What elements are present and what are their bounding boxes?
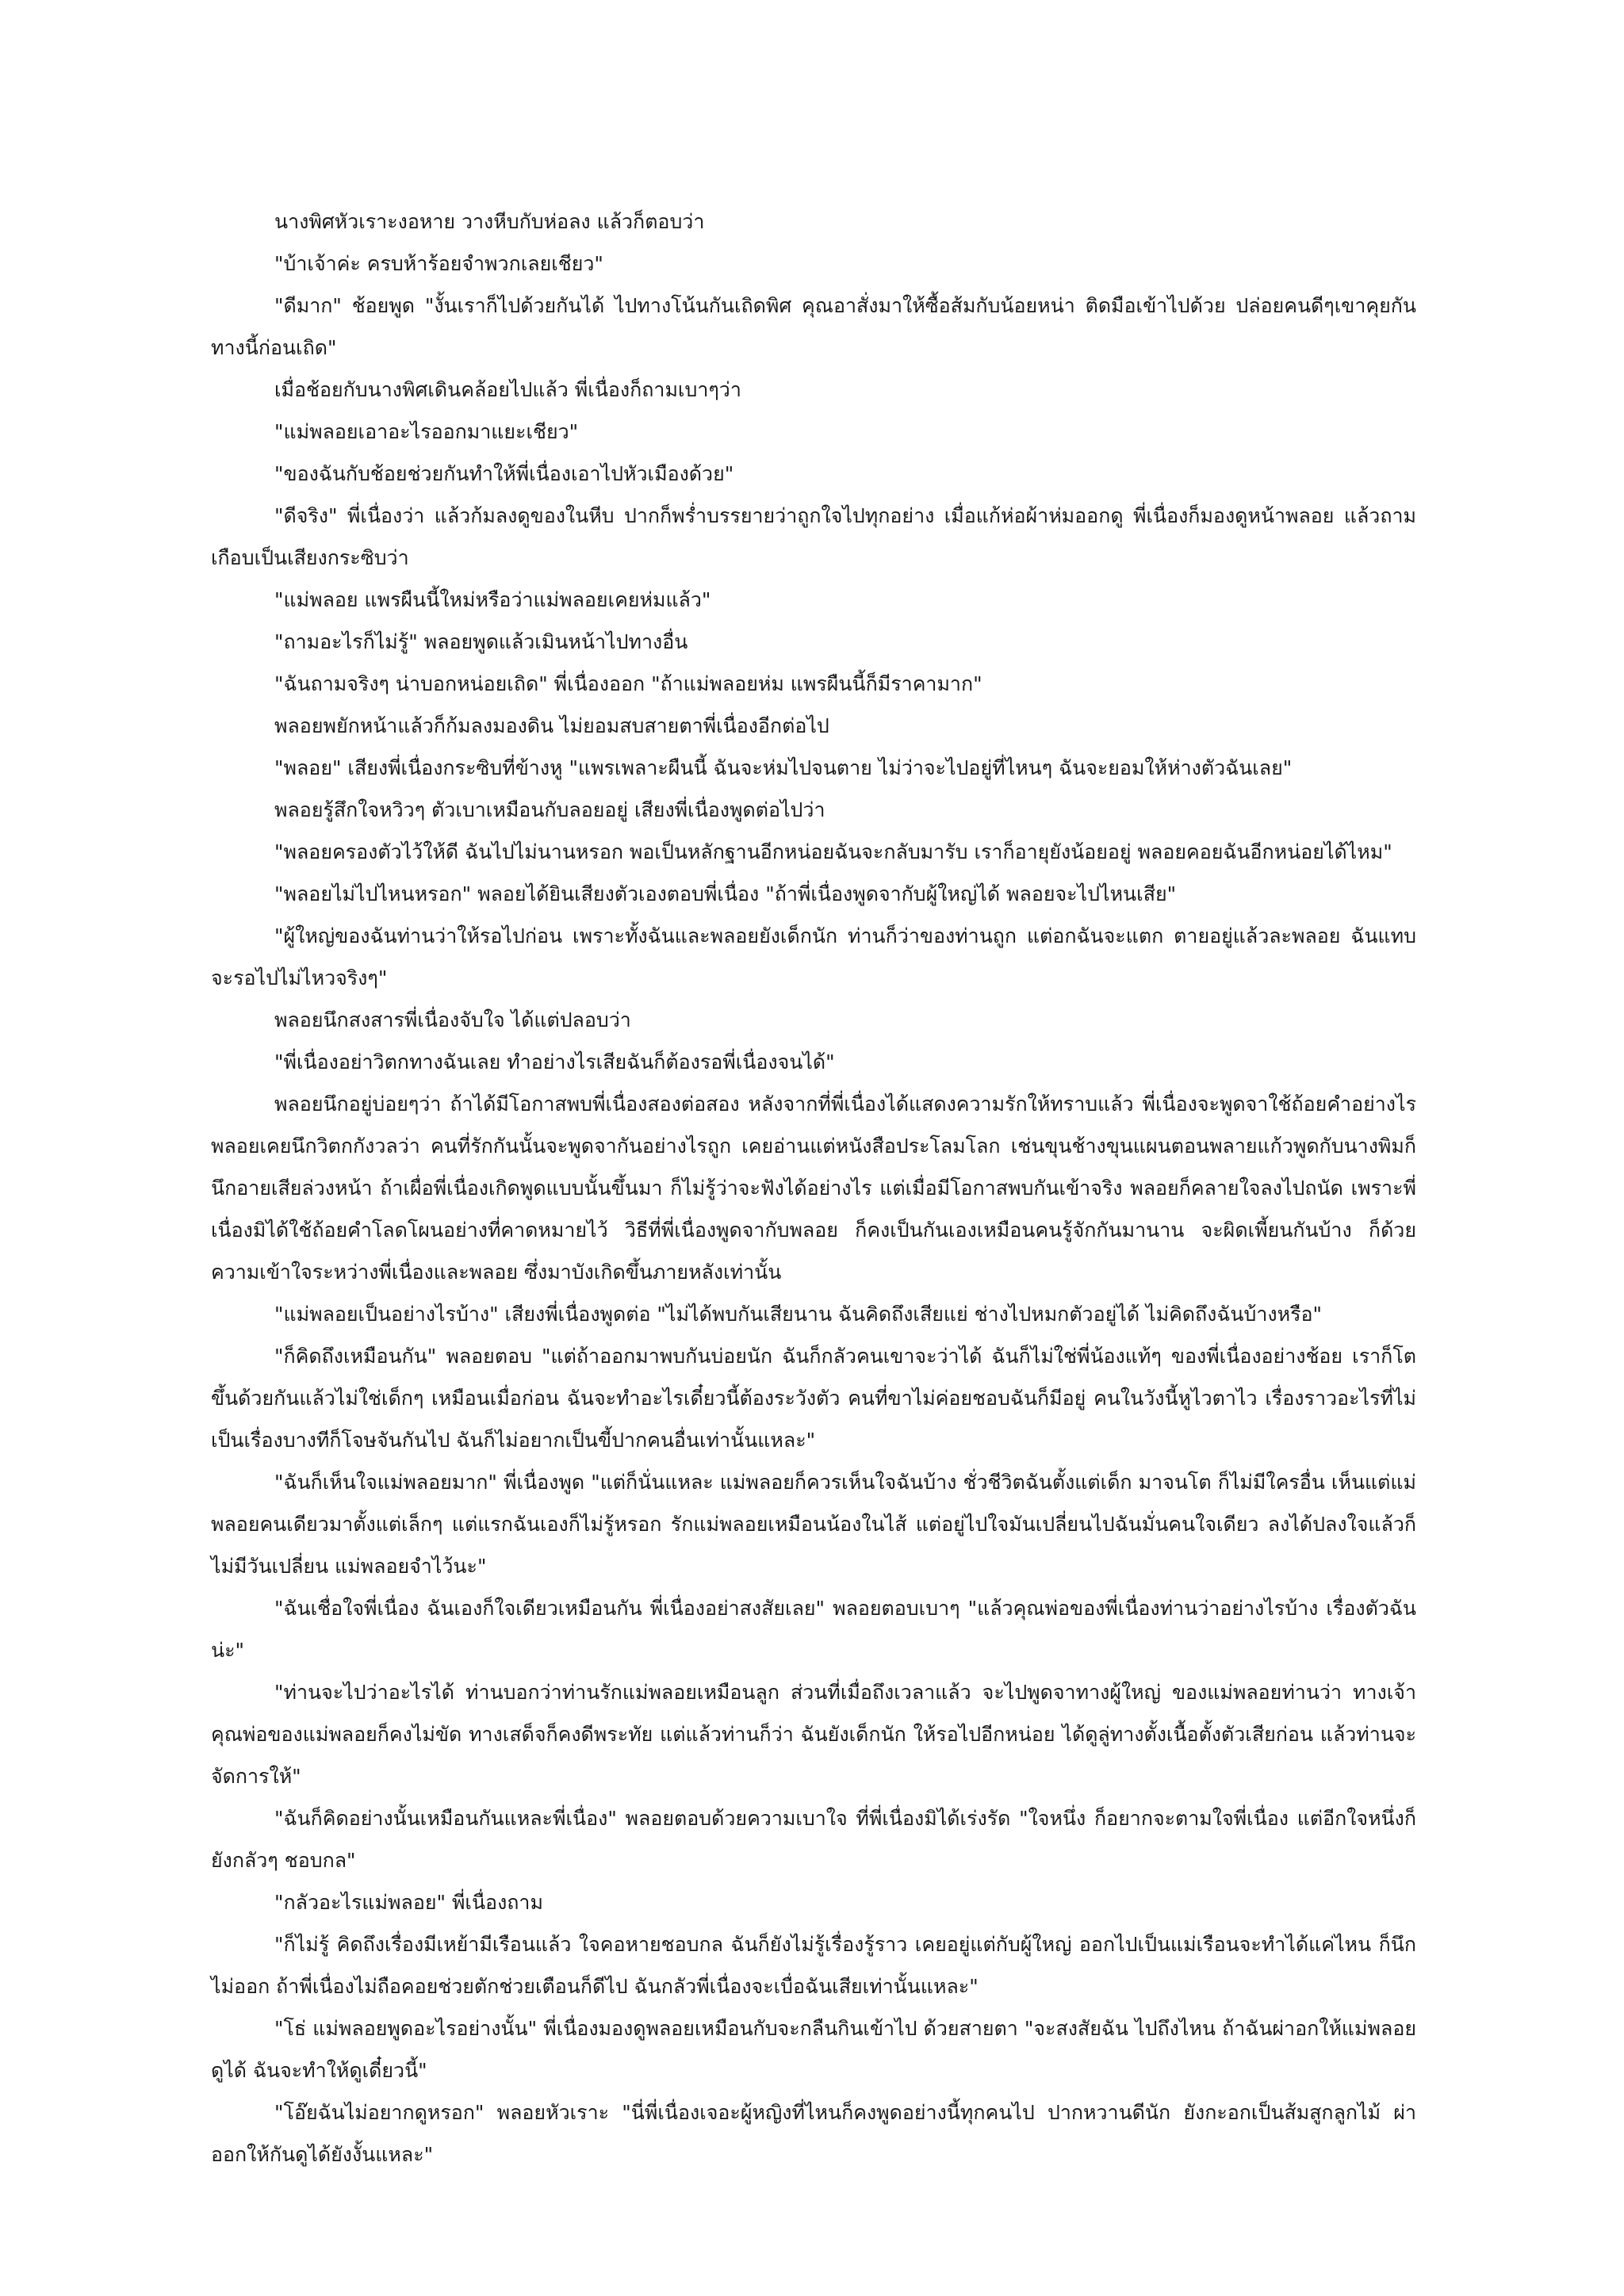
paragraph: พลอยพยักหน้าแล้วก็ก้มลงมองดิน ไม่ยอมสบสายตาพี่เนื่องอีกต่อไป (274, 714, 829, 737)
paragraph: "ของฉันกับช้อยช่วยกันทำให้พี่เนื่องเอาไปหัวเมืองด้วย" (274, 462, 734, 485)
paragraph: "โธ่ แม่พลอยพูดอะไรอย่างนั้น" พี่เนื่องมองดูพลอยเหมือนกับจะกลืนกินเข้าไป ด้วยสายตา "จะสงสัยฉัน ไปถึงไหน ถ้าฉันผ่าอกให้แม่พลอยดูได้ ฉันจะทำให้ดูเดี๋ยวนี้" (211, 2017, 1416, 2082)
paragraph: "ท่านจะไปว่าอะไรได้ ท่านบอกว่าท่านรักแม่พลอยเหมือนลูก ส่วนที่เมื่อถึงเวลาแล้ว จะไปพูดจาทางผู้ใหญ่ ของแม่พลอยท่านว่า ทางเจ้าคุณพ่อของแม่พลอยก็คงไม่ขัด ทางเสด็จก็คงดีพระทัย แต่แล้วท่านก็ว่า ฉันยังเด็กนัก ให้รอไปอีกหน่อย ได้ดูลู่ทางตั้งเนื้อตั้งตัวเสียก่อน แล้วท่านจะจัดการให้" (211, 1681, 1416, 1788)
paragraph: เมื่อช้อยกับนางพิศเดินคล้อยไปแล้ว พี่เนื่องก็ถามเบาๆว่า (274, 378, 741, 401)
paragraph: "ก็ไม่รู้ คิดถึงเรื่องมีเหย้ามีเรือนแล้ว ใจคอหายชอบกล ฉันก็ยังไม่รู้เรื่องรู้ราว เคยอยู่แต่กับผู้ใหญ่ ออกไปเป็นแม่เรือนจะทำได้แค่ไหน ก็นึกไม่ออก ถ้าพี่เนื่องไม่ถือคอยช่วยตักช่วยเตือนก็ดีไป ฉันกลัวพี่เนื่องจะเบื่อฉันเสียเท่านั้นแหละ" (211, 1933, 1416, 1998)
paragraph: "กลัวอะไรแม่พลอย" พี่เนื่องถาม (274, 1891, 543, 1914)
paragraph: "พลอยครองตัวไว้ให้ดี ฉันไปไม่นานหรอก พอเป็นหลักฐานอีกหน่อยฉันจะกลับมารับ เราก็อายุยังน้อยอยู่ พลอยคอยฉันอีกหน่อยได้ไหม" (274, 840, 1392, 863)
paragraph: พลอยนึกอยู่บ่อยๆว่า ถ้าได้มีโอกาสพบพี่เนื่องสองต่อสอง หลังจากที่พี่เนื่องได้แสดงความรักให้ทราบแล้ว พี่เนื่องจะพูดจาใช้ถ้อยคำอย่างไร พลอยเคยนึกวิตกกังวลว่า คนที่รักกันนั้นจะพูดจากันอย่างไรถูก เคยอ่านแต่หนังสือประโลมโลก เช่นขุนช้างขุนแผนตอนพลายแก้วพูดกับนางพิมก็นึกอายเสียล่วงหน้า ถ้าเผื่อพี่เนื่องเกิดพูดแบบนั้นขึ้นมา ก็ไม่รู้ว่าจะฟังได้อย่างไร แต่เมื่อมีโอกาสพบกันเข้าจริง พลอยก็คลายใจลงไปถนัด เพราะพี่เนื่องมิได้ใช้ถ้อยคำโลดโผนอย่างที่คาดหมายไว้ วิธีที่พี่เนื่องพูดจากับพลอย ก็คงเป็นกันเองเหมือนคนรู้จักกันมานาน จะผิดเพี้ยนกันบ้าง ก็ด้วยความเข้าใจระหว่างพี่เนื่องและพลอย ซึ่งมาบังเกิดขึ้นภายหลังเท่านั้น (211, 1093, 1416, 1284)
paragraph: พลอยรู้สึกใจหวิวๆ ตัวเบาเหมือนกับลอยอยู่ เสียงพี่เนื่องพูดต่อไปว่า (274, 798, 825, 821)
paragraph: "ก็คิดถึงเหมือนกัน" พลอยตอบ "แต่ถ้าออกมาพบกันบ่อยนัก ฉันก็กลัวคนเขาจะว่าได้ ฉันก็ไม่ใช่พี่น้องแท้ๆ ของพี่เนื่องอย่างช้อย เราก็โตขึ้นด้วยกันแล้วไม่ใช่เด็กๆ เหมือนเมื่อก่อน ฉันจะทำอะไรเดี๋ยวนี้ต้องระวังตัว คนที่ขาไม่ค่อยชอบฉันก็มีอยู่ คนในวังนี้หูไวตาไว เรื่องราวอะไรที่ไม่เป็นเรื่องบางทีก็โจษจันกันไป ฉันก็ไม่อยากเป็นขี้ปากคนอื่นเท่านั้นแหละ" (211, 1345, 1416, 1452)
body-text (211, 201, 1416, 2175)
paragraph: "บ้าเจ้าค่ะ ครบห้าร้อยจำพวกเลยเชียว" (274, 252, 603, 275)
paragraph: "ดีจริง" พี่เนื่องว่า แล้วก้มลงดูของในหีบ ปากก็พร่ำบรรยายว่าถูกใจไปทุกอย่าง เมื่อแก้ห่อผ้าห่มออกดู พี่เนื่องก็มองดูหน้าพลอย แล้วถามเกือบเป็นเสียงกระซิบว่า (211, 504, 1416, 569)
paragraph: "ฉันก็เห็นใจแม่พลอยมาก" พี่เนื่องพูด "แต่ก็นั่นแหละ แม่พลอยก็ควรเห็นใจฉันบ้าง ชั่วชีวิตฉันตั้งแต่เด็ก มาจนโต ก็ไม่มีใครอื่น เห็นแต่แม่พลอยคนเดียวมาตั้งแต่เล็กๆ แต่แรกฉันเองก็ไม่รู้หรอก รักแม่พลอยเหมือนน้องในไส้ แต่อยู่ไปใจมันเปลี่ยนไปฉันมั่นคนใจเดียว ลงได้ปลงใจแล้วก็ไม่มีวันเปลี่ยน แม่พลอยจำไว้นะ" (211, 1471, 1416, 1578)
paragraph: "พี่เนื่องอย่าวิตกทางฉันเลย ทำอย่างไรเสียฉันก็ต้องรอพี่เนื่องจนได้" (274, 1050, 835, 1073)
paragraph: "ดีมาก" ช้อยพูด "งั้นเราก็ไปด้วยกันได้ ไปทางโน้นกันเถิดพิศ คุณอาสั่งมาให้ซื้อส้มกับน้อยหน่า ติดมือเข้าไปด้วย ปล่อยคนดีๆเขาคุยกันทางนี้ก่อนเถิด" (211, 294, 1416, 359)
paragraph: "ฉันก็คิดอย่างนั้นเหมือนกันแหละพี่เนื่อง" พลอยตอบด้วยความเบาใจ ที่พี่เนื่องมิได้เร่งรัด "ใจหนึ่ง ก็อยากจะตามใจพี่เนื่อง แต่อีกใจหนึ่งก็ยังกลัวๆ ชอบกล" (211, 1807, 1416, 1872)
paragraph: "พลอยไม่ไปไหนหรอก" พลอยได้ยินเสียงตัวเองตอบพี่เนื่อง "ถ้าพี่เนื่องพูดจากับผู้ใหญ่ได้ พลอยจะไปไหนเสีย" (274, 882, 1177, 905)
paragraph: พลอยนึกสงสารพี่เนื่องจับใจ ได้แต่ปลอบว่า (274, 1008, 631, 1031)
paragraph: "แม่พลอยเป็นอย่างไรบ้าง" เสียงพี่เนื่องพูดต่อ "ไม่ได้พบกันเสียนาน ฉันคิดถึงเสียแย่ ช่างไปหมกตัวอยู่ได้ ไม่คิดถึงฉันบ้างหรือ" (274, 1303, 1323, 1326)
paragraph: "โอ๊ยฉันไม่อยากดูหรอก" พลอยหัวเราะ "นี่พี่เนื่องเจอะผู้หญิงที่ไหนก็คงพูดอย่างนี้ทุกคนไป ปากหวานดีนัก ยังกะอกเป็นส้มสูกลูกไม้ ผ่าออกให้กันดูได้ยังงั้นแหละ" (211, 2101, 1416, 2166)
paragraph: "ฉันถามจริงๆ น่าบอกหน่อยเถิด" พี่เนื่องออก "ถ้าแม่พลอยห่ม แพรผืนนี้ก็มีราคามาก" (274, 672, 982, 695)
paragraph: "แม่พลอย แพรผืนนี้ใหม่หรือว่าแม่พลอยเคยห่มแล้ว" (274, 588, 711, 611)
paragraph: "ฉันเชื่อใจพี่เนื่อง ฉันเองก็ใจเดียวเหมือนกัน พี่เนื่องอย่าสงสัยเลย" พลอยตอบเบาๆ "แล้วคุณพ่อของพี่เนื่องท่านว่าอย่างไรบ้าง เรื่องตัวฉันน่ะ" (211, 1597, 1416, 1662)
paragraph: "พลอย" เสียงพี่เนื่องกระซิบที่ข้างหู "แพรเพลาะผืนนี้ ฉันจะห่มไปจนตาย ไม่ว่าจะไปอยู่ที่ไหนๆ ฉันจะยอมให้ห่างตัวฉันเลย" (274, 756, 1293, 779)
paragraph: นางพิศหัวเราะงอหาย วางหีบกับห่อลง แล้วก็ตอบว่า (274, 210, 705, 233)
paragraph: "ผู้ใหญ่ของฉันท่านว่าให้รอไปก่อน เพราะทั้งฉันและพลอยยังเด็กนัก ท่านก็ว่าของท่านถูก แต่อกฉันจะแตก ตายอยู่แล้วละพลอย ฉันแทบจะรอไปไม่ไหวจริงๆ" (211, 924, 1416, 989)
paragraph: "ถามอะไรก็ไม่รู้" พลอยพูดแล้วเมินหน้าไปทางอื่น (274, 630, 688, 653)
paragraph: "แม่พลอยเอาอะไรออกมาแยะเชียว" (274, 420, 579, 443)
